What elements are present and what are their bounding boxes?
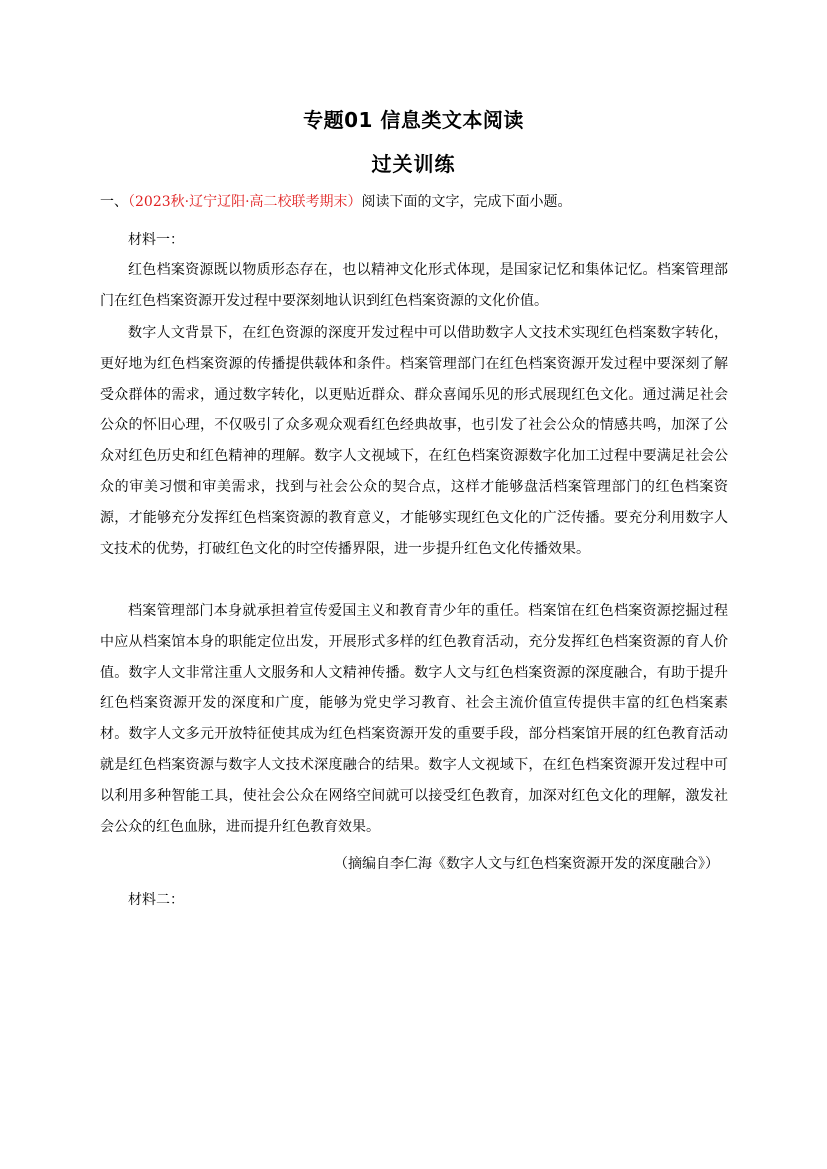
- page-title: 专题01 信息类文本阅读: [303, 108, 524, 132]
- material-1-paragraph-2: 数字人文背景下，在红色资源的深度开发过程中可以借助数字人文技术实现红色档案数字转化，更好地为红色档案资源的传播提供载体和条件。档案管理部门在红色档案资源开发过程中要深刻了解受众群体的需求，通过数字转化，以更贴近群众、群众喜闻乐见的形式展现红色文化。通过满足社会公众的怀旧心理，不仅吸引了众多观众观看红色经典故事，也引发了社会公众的情感共鸣，加深了公众对红色历史和红色精神的理解。数字人文视域下，在红色档案资源数字化加工过程中要满足社会公众的审美习惯和审美需求，找到与社会公众的契合点，这样才能够盘活档案管理部门的红色档案资源，才能够充分发挥红色档案资源的教育意义，才能够实现红色文化的广泛传播。要充分利用数字人文技术的优势，打破红色文化的时空传播界限，进一步提升红色文化传播效果。: [100, 325, 728, 557]
- question-instruction: 阅读下面的文字，完成下面小题。: [361, 194, 572, 210]
- material-2-label: 材料二：: [128, 892, 184, 908]
- material-1-paragraph-3: 档案管理部门本身就承担着宣传爱国主义和教育青少年的重任。档案馆在红色档案资源挖掘过程中应从档案馆本身的职能定位出发，开展形式多样的红色教育活动，充分发挥红色档案资源的育人价值。数字人文非常注重人文服务和人文精神传播。数字人文与红色档案资源的深度融合，有助于提升红色档案资源开发的深度和广度，能够为党史学习教育、社会主流价值宣传提供丰富的红色档案素材。数字人文多元开放特征使其成为红色档案资源开发的重要手段，部分档案馆开展的红色教育活动就是红色档案资源与数字人文技术深度融合的结果。数字人文视域下，在红色档案资源开发过程中可以利用多种智能工具，使社会公众在网络空间就可以接受红色教育，加深对红色文化的理解，激发社会公众的红色血脉，进而提升红色教育效果。: [100, 603, 728, 835]
- page-subtitle: 过关训练: [371, 152, 456, 176]
- question-number: 一、: [100, 194, 128, 210]
- question-header: [100, 190, 740, 214]
- material-1-paragraph-1: 红色档案资源既以物质形态存在，也以精神文化形式体现，是国家记忆和集体记忆。档案管理部门在红色档案资源开发过程中要深刻地认识到红色档案资源的文化价值。: [100, 262, 728, 309]
- material-1-citation: （摘编自李仁海《数字人文与红色档案资源开发的深度融合》）: [334, 856, 719, 872]
- material-1-label: 材料一：: [128, 232, 184, 248]
- question-source: （2023秋·辽宁辽阳·高二校联考期末）: [128, 194, 362, 210]
